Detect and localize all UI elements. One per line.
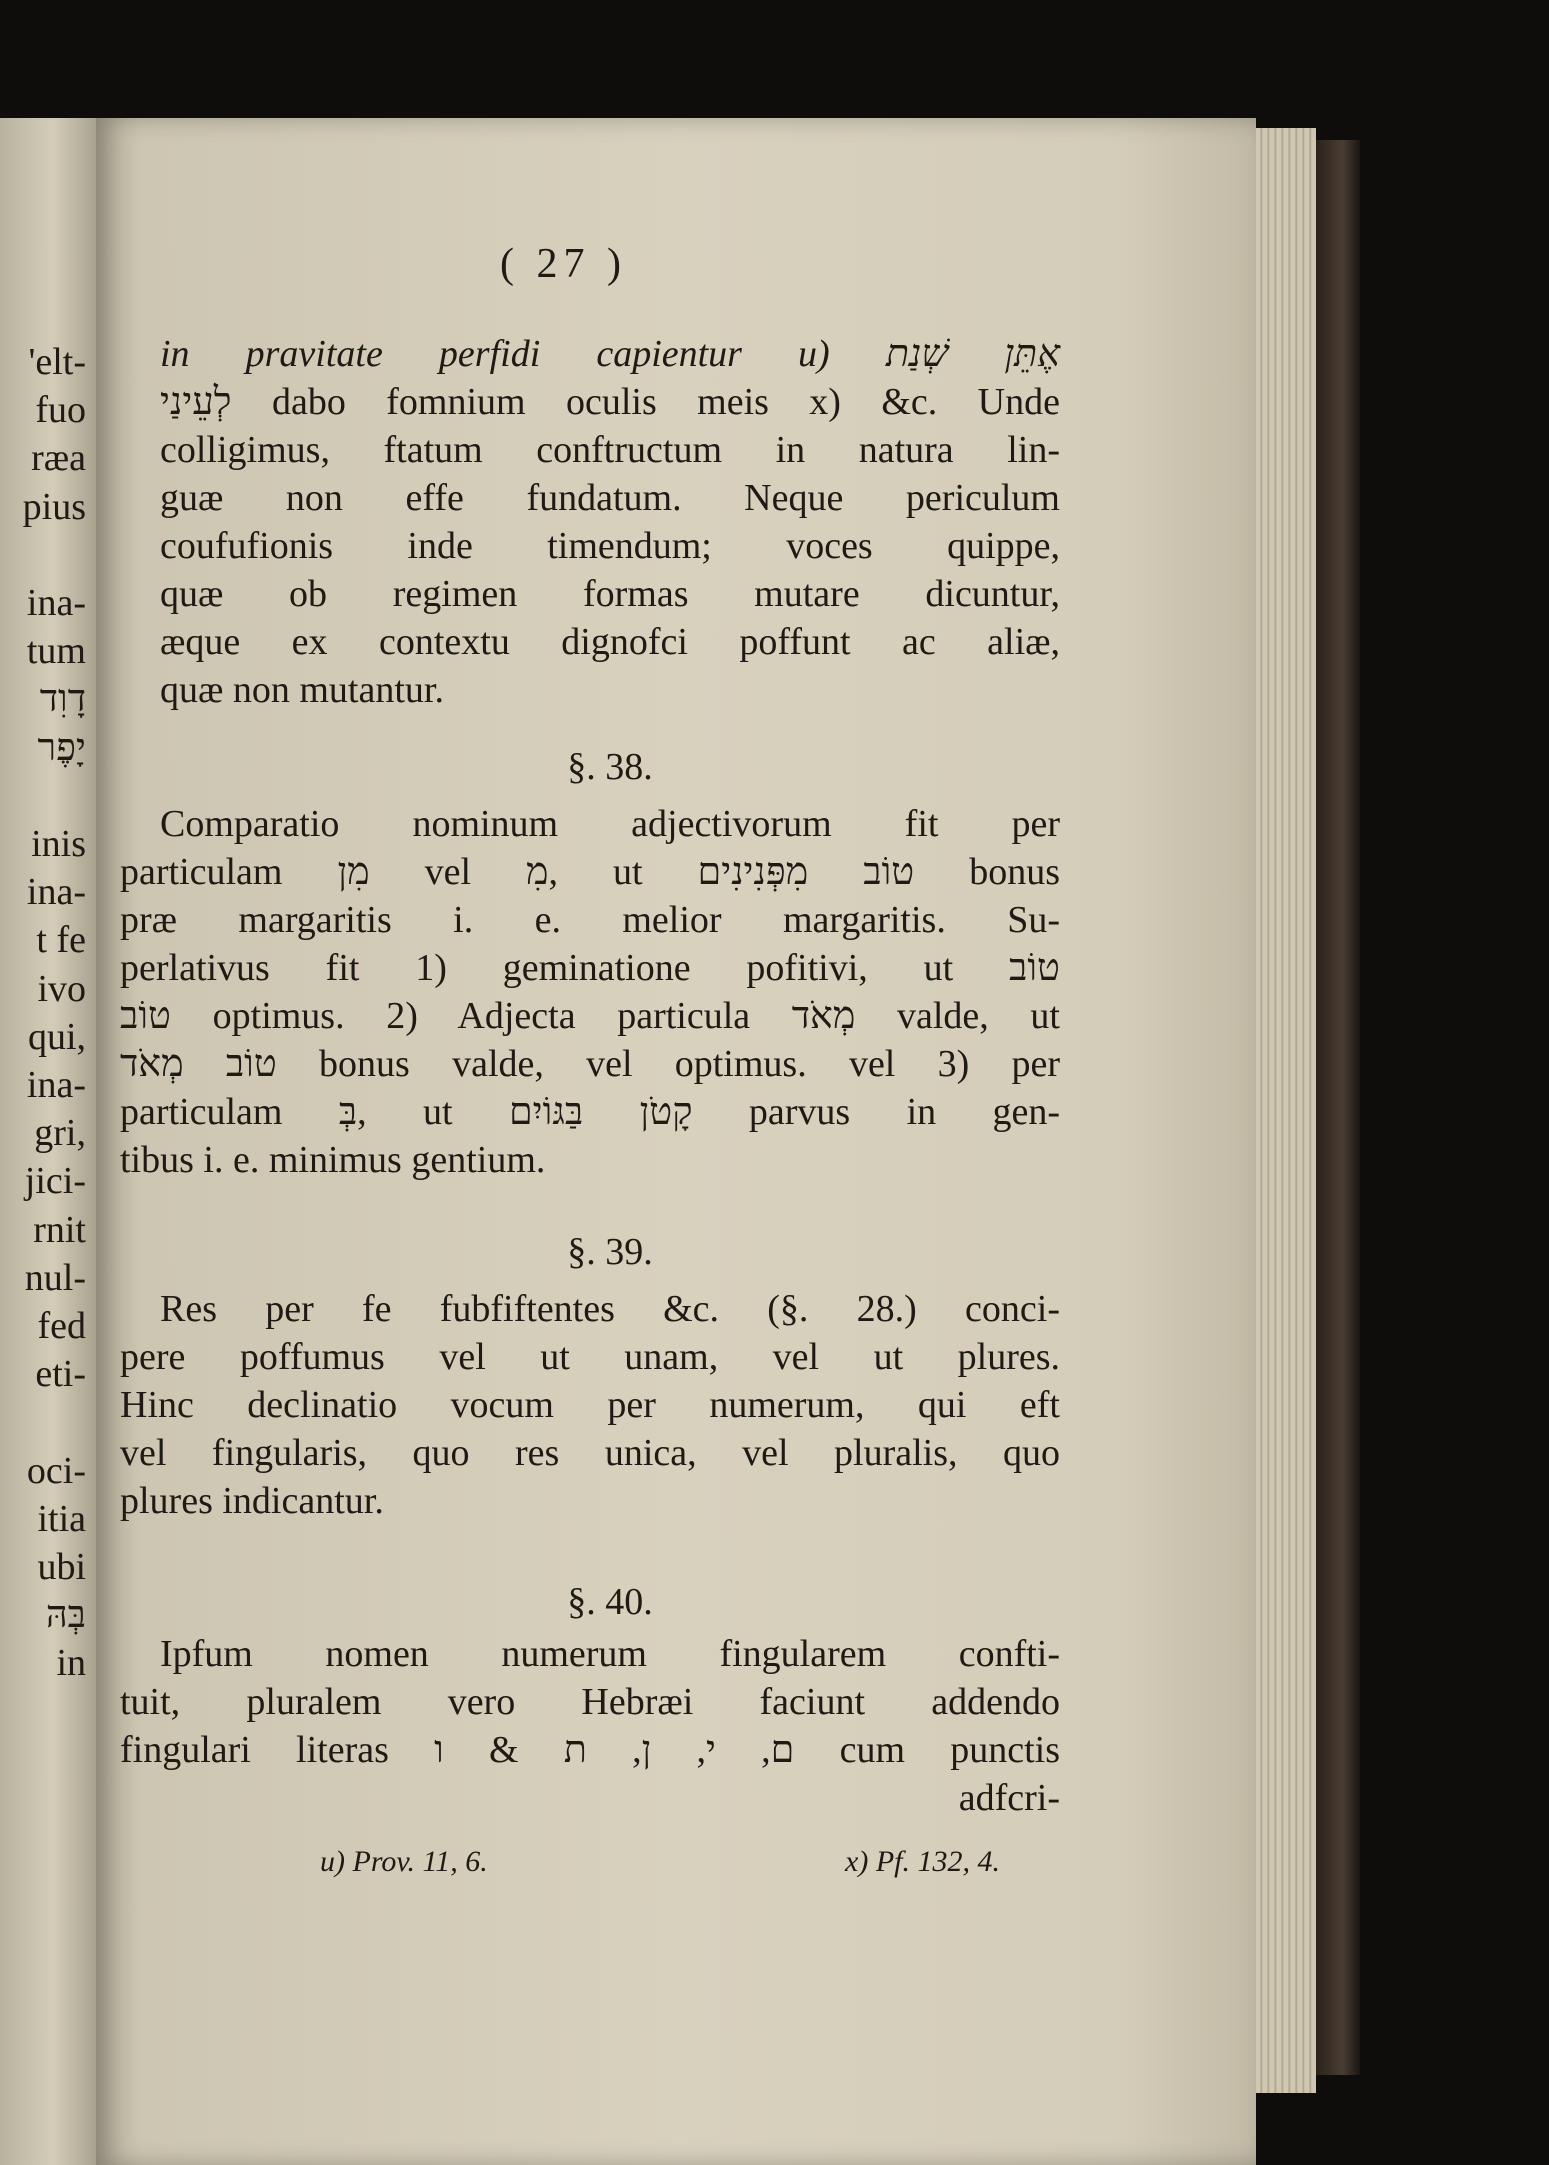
left-fragment	[0, 531, 96, 579]
left-fragment: t fe	[36, 919, 86, 962]
paragraph-plural	[120, 1630, 1060, 1822]
text-line: præ margaritis i. e. melior margaritis. Su-	[120, 899, 1060, 941]
left-fragment: ina-	[26, 871, 86, 914]
text-line: טוֹב optimus. 2) Adjecta particula מְאֹד valde, ut	[120, 995, 1060, 1037]
footnote-u: u) Prov. 11, 6.	[320, 1845, 488, 1878]
left-fragment: in	[56, 1642, 86, 1685]
paragraph-continuation	[160, 330, 1060, 714]
footnotes	[320, 1845, 1000, 1879]
left-fragment	[0, 1398, 96, 1446]
footnote-x: x) Pf. 132, 4.	[845, 1845, 1000, 1878]
left-fragment: inis	[31, 823, 86, 866]
left-fragment: ina-	[26, 1064, 86, 1107]
left-fragment: דָוִד	[39, 678, 86, 721]
text-line: Res per fe fubfiftentes &c. (§. 28.) conci-	[160, 1288, 1060, 1330]
text-line: pere poffumus vel ut unam, vel ut plures.	[120, 1336, 1060, 1378]
text-line: guæ non effe fundatum. Neque periculum	[160, 477, 1060, 519]
text-line: Ipfum nomen numerum fingularem confti-	[160, 1633, 1060, 1675]
left-fragment: eti-	[35, 1353, 86, 1396]
text-line: tibus i. e. minimus gentium.	[120, 1139, 546, 1181]
left-fragment	[0, 772, 96, 820]
text-line: particulam בְּ, ut קָטֹן בַּגּוֹיִם parvus in gen-	[120, 1091, 1061, 1133]
left-page	[0, 118, 96, 2165]
catchword: adfcri-	[958, 1777, 1060, 1819]
left-fragment: fuo	[35, 389, 86, 432]
text-line: לְעֵינַי dabo fomnium oculis meis x) &c. Unde	[160, 381, 1060, 423]
text-line: particulam מִן vel מִ, ut טוֹב מִפְּנִינִים bonus	[120, 851, 1060, 893]
text-line: Hinc declinatio vocum per numerum, qui eft	[120, 1384, 1060, 1426]
section-heading: §. 40.	[567, 1581, 653, 1623]
left-fragment: gri,	[34, 1112, 86, 1155]
paragraph-comparatio	[120, 800, 1060, 1184]
left-page-fragments	[0, 338, 96, 1688]
text-line: quæ ob regimen formas mutare dicuntur,	[160, 573, 1060, 615]
text-line: plures indicantur.	[120, 1480, 384, 1522]
book-cover	[1316, 140, 1360, 2075]
text-line: fingulari literas ם, י, ן, ת & ו cum punctis	[120, 1729, 1060, 1771]
left-fragment: ræa	[31, 437, 86, 480]
section-heading: §. 38.	[567, 746, 653, 788]
left-fragment: pius	[22, 485, 86, 528]
left-fragment: ina-	[26, 582, 86, 625]
left-fragment: itia	[37, 1497, 86, 1540]
text-line: tuit, pluralem vero Hebræi faciunt addendo	[120, 1681, 1060, 1723]
left-fragment: ubi	[37, 1546, 86, 1589]
page-number: ( 27 )	[500, 241, 627, 287]
text-line: vel fingularis, quo res unica, vel pluralis, quo	[120, 1432, 1060, 1474]
text-line: quæ non mutantur.	[160, 669, 444, 711]
left-fragment: tum	[26, 630, 86, 673]
section-heading: §. 39.	[567, 1231, 653, 1273]
text-line: טוֹב מְאֹד bonus valde, vel optimus. vel 3) per	[120, 1043, 1061, 1085]
text-line: æque ex contextu dignofci poffunt ac aliæ,	[160, 621, 1060, 663]
text-line: perlativus fit 1) geminatione pofitivi, ut טוֹב	[120, 947, 1060, 989]
left-fragment: יָפֶר	[37, 726, 86, 769]
left-fragment: rnit	[33, 1208, 86, 1251]
text-line: in pravitate perfidi capientur u) אֶתֵּן שְׁנַת	[160, 333, 1060, 375]
left-fragment: ivo	[37, 967, 86, 1010]
left-fragment: fed	[37, 1305, 86, 1348]
left-fragment: qui,	[27, 1015, 86, 1058]
paragraph-numerus	[120, 1285, 1060, 1525]
left-fragment: oci-	[26, 1449, 86, 1492]
left-fragment: 'elt-	[28, 341, 86, 383]
left-fragment: nul-	[24, 1256, 86, 1299]
page-edges	[1256, 128, 1316, 2093]
left-fragment: בְּהּ	[45, 1594, 86, 1637]
text-line: colligimus, ftatum conftructum in natura lin-	[160, 429, 1060, 471]
text-line: coufufionis inde timendum; voces quippe,	[160, 525, 1060, 567]
text-line: Comparatio nominum adjectivorum fit per	[160, 803, 1060, 845]
left-fragment: jici-	[24, 1160, 86, 1203]
